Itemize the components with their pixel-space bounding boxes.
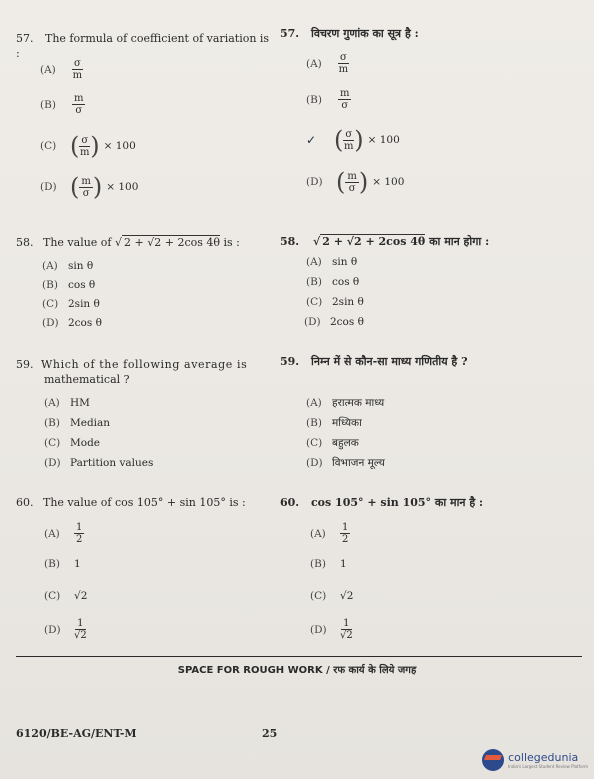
option-a: (A) $\frac{\sigma}{m}$ [306, 52, 349, 75]
option-c: (C) 2sin θ [42, 298, 100, 310]
option-a: (A) $\frac{1}{2}$ [44, 522, 83, 545]
question-text: The formula of coefficient of variation is : [16, 32, 270, 60]
option-c: (C) √2 [310, 590, 354, 602]
graduation-cap-icon [482, 749, 504, 771]
option-a: (A) HM [44, 397, 90, 409]
option-b: (B) cos θ [42, 279, 96, 291]
option-b: (B) मध्यिका [306, 417, 362, 429]
option-d-marked: (D) 2cos θ [304, 316, 364, 328]
question-59-hi: 59. निम्न में से कौन-सा माध्य गणितीय है ? [280, 355, 468, 368]
option-d: (D) Partition values [44, 457, 154, 469]
fraction: $\frac{\sigma}{m}$ [72, 58, 83, 81]
question-58-en: 58. The value of √ 2 + √2 + 2cos 4θ is : [16, 236, 240, 249]
option-c-marked: ✓ ( $\frac{\sigma}{m}$ ) × 100 [306, 126, 400, 154]
option-a: (A) sin θ [306, 256, 358, 268]
divider [16, 656, 582, 657]
handwritten-tick-icon: ✓ [306, 133, 317, 147]
option-b: (B) 1 [310, 558, 347, 570]
paper-code: 6120/BE-AG/ENT-M [16, 727, 137, 740]
question-60-en: 60. The value of cos 105° + sin 105° is : [16, 496, 246, 509]
question-57-hi: 57. विचरण गुणांक का सूत्र है : [280, 27, 419, 40]
option-c: (C) ( $\frac{\sigma}{m}$ ) × 100 [40, 132, 136, 160]
question-59-en: 59. Which of the following average is mathematical ? [16, 358, 248, 386]
option-d: (D) $\frac{1}{√2}$ [44, 618, 87, 641]
option-d: (D) ( $\frac{m}{\sigma}$ ) × 100 [306, 168, 405, 196]
option-c: (C) √2 [44, 590, 88, 602]
option-a-marked: (A) हरात्मक माध्य [306, 397, 385, 409]
option-d: (D) ( $\frac{m}{\sigma}$ ) × 100 [40, 173, 139, 201]
rough-work-title: SPACE FOR ROUGH WORK / रफ कार्य के लिये जगह [177, 665, 417, 676]
option-b: (B) $\frac{m}{\sigma}$ [40, 93, 84, 116]
option-b: (B) cos θ [306, 276, 360, 288]
option-a: (A) $\frac{1}{2}$ [310, 522, 349, 545]
option-b: (B) 1 [44, 558, 81, 570]
option-c: (C) Mode [44, 437, 101, 449]
option-a: (A) sin θ [42, 260, 94, 272]
option-a: (A) $\frac{\sigma}{m}$ [40, 58, 83, 81]
option-d: (D) 2cos θ [42, 317, 102, 329]
option-c: (C) बहुलक [306, 437, 359, 449]
option-b: (B) $\frac{m}{\sigma}$ [306, 88, 350, 111]
option-b: (B) Median [44, 417, 111, 429]
option-c: (C) 2sin θ [306, 296, 364, 308]
question-57-en [16, 31, 274, 61]
page-number: 25 [262, 727, 278, 740]
question-60-hi: 60. cos 105° + sin 105° का मान है : [280, 496, 484, 509]
fraction: $\frac{m}{\sigma}$ [74, 93, 84, 116]
collegedunia-logo: collegedunia India's Largest Student Review Platform [482, 749, 588, 771]
option-d: (D) विभाजन मूल्य [306, 457, 385, 469]
question-58-hi: 58. √ 2 + √2 + 2cos 4θ का मान होगा : [280, 235, 490, 248]
question-number: 57. [16, 32, 34, 45]
option-d-marked: (D) $\frac{1}{√2}$ [310, 618, 353, 641]
